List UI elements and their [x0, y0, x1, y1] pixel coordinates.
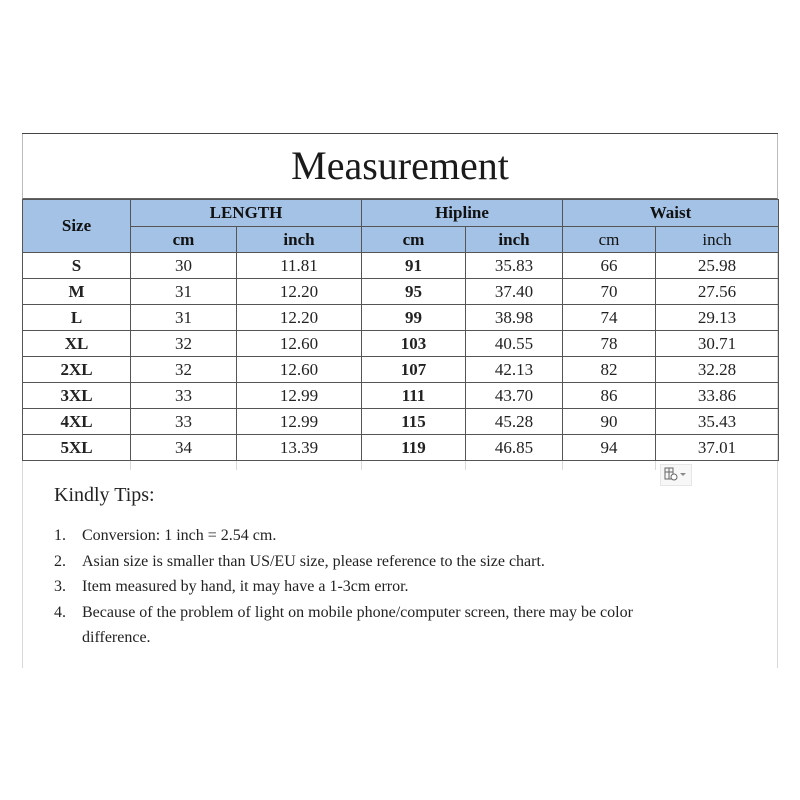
waist-inch-cell: 30.71	[656, 331, 779, 357]
tip-item	[54, 549, 754, 575]
table-row	[23, 383, 779, 409]
grid-line	[655, 460, 656, 470]
length-inch-cell: 12.20	[237, 279, 362, 305]
hipline-cm-header: cm	[362, 227, 466, 253]
waist-inch-cell: 32.28	[656, 357, 779, 383]
hipline-inch-cell: 38.98	[466, 305, 563, 331]
length-cm-header: cm	[131, 227, 237, 253]
tip-number: 4.	[54, 603, 66, 621]
tip-text: Item measured by hand, it may have a 1-3cm error.	[82, 578, 409, 595]
length-inch-cell: 12.20	[237, 305, 362, 331]
size-chart-sheet	[22, 133, 778, 461]
sheet-title: Measurement	[22, 134, 778, 199]
length-inch-header: inch	[237, 227, 362, 253]
length-inch-cell: 12.60	[237, 357, 362, 383]
length-inch-cell: 11.81	[237, 253, 362, 279]
size-cell: M	[23, 279, 131, 305]
tips-list	[54, 523, 754, 651]
table-row	[23, 279, 779, 305]
tip-number: 1.	[54, 527, 66, 544]
paste-options-glyph	[662, 465, 690, 483]
paste-options-icon[interactable]	[660, 464, 692, 486]
hipline-cm-cell: 91	[362, 253, 466, 279]
length-cm-cell: 32	[131, 357, 237, 383]
length-inch-cell: 12.99	[237, 409, 362, 435]
size-cell: 4XL	[23, 409, 131, 435]
tips-heading: Kindly Tips:	[54, 484, 155, 506]
size-cell: 2XL	[23, 357, 131, 383]
grid-line	[361, 460, 362, 470]
tip-item	[54, 574, 754, 600]
size-cell: S	[23, 253, 131, 279]
hipline-cm-cell: 103	[362, 331, 466, 357]
table-row	[23, 435, 779, 461]
hipline-header: Hipline	[362, 200, 563, 227]
size-table	[22, 199, 779, 461]
hipline-inch-header: inch	[466, 227, 563, 253]
hipline-inch-cell: 40.55	[466, 331, 563, 357]
waist-inch-cell: 37.01	[656, 435, 779, 461]
length-inch-cell: 13.39	[237, 435, 362, 461]
hipline-cm-cell: 95	[362, 279, 466, 305]
grid-line	[236, 460, 237, 470]
tip-item	[54, 600, 754, 651]
tip-number: 3.	[54, 578, 66, 595]
waist-cm-cell: 70	[563, 279, 656, 305]
hipline-cm-cell: 99	[362, 305, 466, 331]
hipline-inch-cell: 45.28	[466, 409, 563, 435]
length-cm-cell: 34	[131, 435, 237, 461]
table-row	[23, 331, 779, 357]
tips-section	[54, 484, 754, 651]
table-row	[23, 305, 779, 331]
length-cm-cell: 32	[131, 331, 237, 357]
tip-item	[54, 523, 754, 549]
size-header: Size	[23, 200, 131, 253]
waist-cm-cell: 90	[563, 409, 656, 435]
waist-inch-cell: 29.13	[656, 305, 779, 331]
size-cell: L	[23, 305, 131, 331]
table-row	[23, 253, 779, 279]
length-cm-cell: 33	[131, 383, 237, 409]
length-header: LENGTH	[131, 200, 362, 227]
waist-cm-cell: 82	[563, 357, 656, 383]
length-cm-cell: 30	[131, 253, 237, 279]
length-cm-cell: 31	[131, 279, 237, 305]
waist-cm-cell: 66	[563, 253, 656, 279]
size-cell: 3XL	[23, 383, 131, 409]
size-cell: XL	[23, 331, 131, 357]
waist-inch-cell: 33.86	[656, 383, 779, 409]
grid-line	[130, 460, 131, 470]
grid-line	[465, 460, 466, 470]
waist-inch-cell: 25.98	[656, 253, 779, 279]
hipline-cm-cell: 119	[362, 435, 466, 461]
tip-text: Because of the problem of light on mobile phone/computer screen, there may be color difference.	[82, 603, 633, 646]
waist-inch-cell: 27.56	[656, 279, 779, 305]
hipline-cm-cell: 107	[362, 357, 466, 383]
waist-inch-cell: 35.43	[656, 409, 779, 435]
waist-cm-cell: 86	[563, 383, 656, 409]
grid-line	[562, 460, 563, 470]
tip-text: Conversion: 1 inch = 2.54 cm.	[82, 527, 277, 544]
hipline-inch-cell: 46.85	[466, 435, 563, 461]
tip-number: 2.	[54, 552, 66, 570]
length-cm-cell: 31	[131, 305, 237, 331]
length-inch-cell: 12.60	[237, 331, 362, 357]
waist-cm-cell: 78	[563, 331, 656, 357]
waist-cm-header: cm	[563, 227, 656, 253]
waist-header: Waist	[563, 200, 779, 227]
table-row	[23, 357, 779, 383]
length-inch-cell: 12.99	[237, 383, 362, 409]
waist-cm-cell: 94	[563, 435, 656, 461]
hipline-inch-cell: 35.83	[466, 253, 563, 279]
length-cm-cell: 33	[131, 409, 237, 435]
hipline-cm-cell: 111	[362, 383, 466, 409]
waist-inch-header: inch	[656, 227, 779, 253]
size-cell: 5XL	[23, 435, 131, 461]
table-row	[23, 409, 779, 435]
hipline-cm-cell: 115	[362, 409, 466, 435]
tip-text: Asian size is smaller than US/EU size, please reference to the size chart.	[82, 552, 545, 570]
hipline-inch-cell: 42.13	[466, 357, 563, 383]
waist-cm-cell: 74	[563, 305, 656, 331]
hipline-inch-cell: 43.70	[466, 383, 563, 409]
hipline-inch-cell: 37.40	[466, 279, 563, 305]
